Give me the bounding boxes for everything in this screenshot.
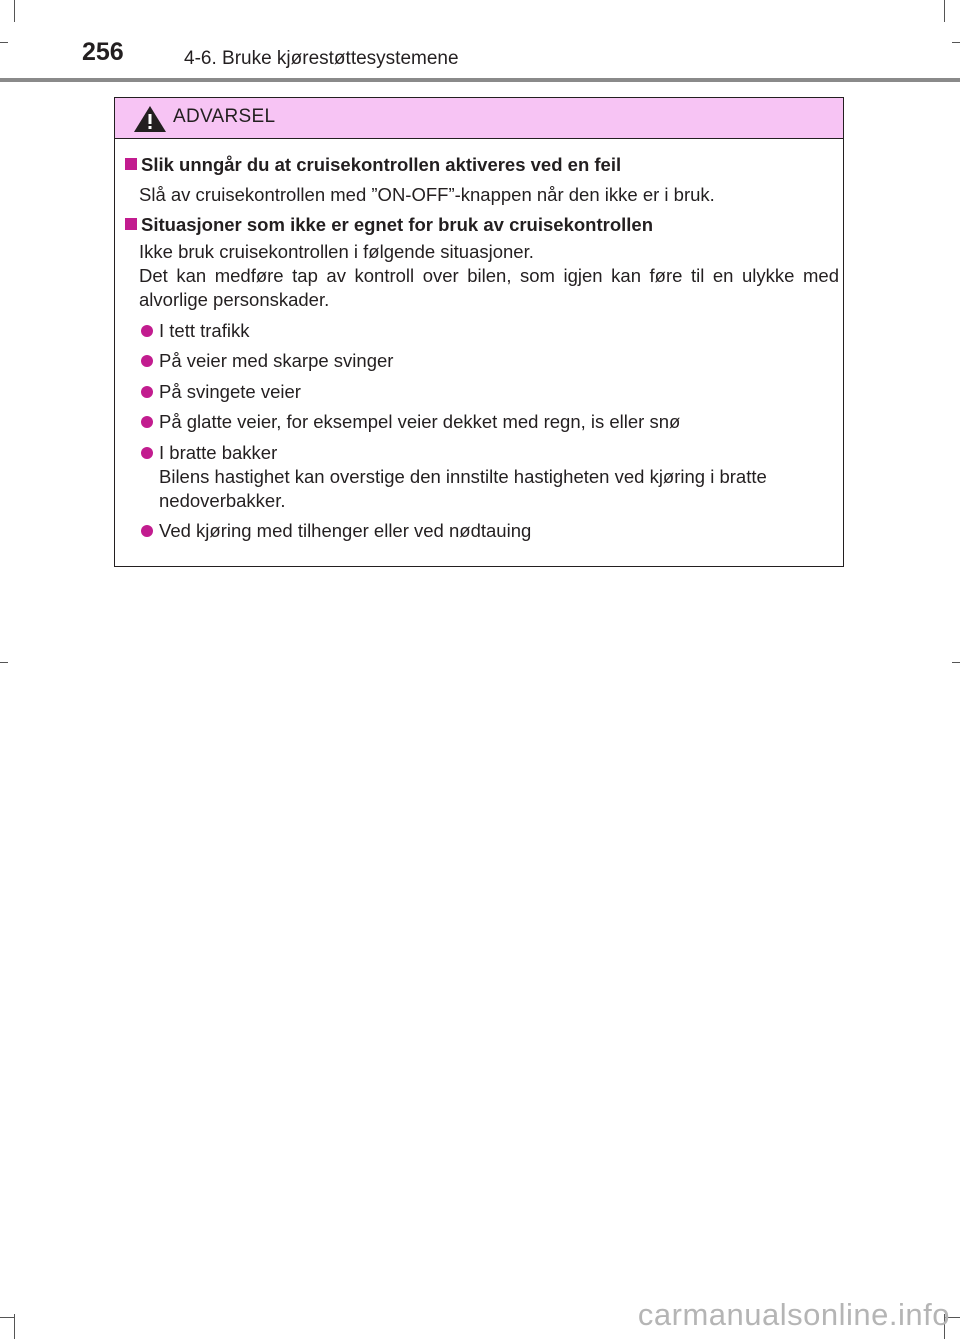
list-item-text: Ved kjøring med tilhenger eller ved nødtauing [159,520,532,541]
subheading [125,213,653,237]
list-item-text: På veier med skarpe svinger [159,350,394,371]
list-item-text: I tett trafikk [159,320,250,341]
section-title: 4-6. Bruke kjørestøttesystemene [184,48,459,69]
list-item [139,349,839,373]
list-item-text: I bratte bakker [159,442,278,463]
paragraph [139,183,839,207]
crop-mark [0,1317,14,1318]
round-bullet-icon [141,355,153,367]
list-item [139,441,839,513]
crop-mark [952,662,960,663]
page-number: 256 [82,38,124,66]
subheading-text: Slik unngår du at cruisekontrollen aktiveres ved en feil [141,154,622,175]
paragraph-line: Det kan medføre tap av kontroll over bilen, som igjen kan føre til en ulykke med alvorlige personskader. [139,265,839,310]
warning-header [115,98,843,139]
round-bullet-icon [141,525,153,537]
crop-mark [14,1314,15,1339]
page-header [0,0,960,82]
paragraph-line: Slå av cruisekontrollen med ”ON-OFF”-knappen når den ikke er i bruk. [139,184,715,205]
paragraph [139,240,839,312]
subheading [125,153,621,177]
round-bullet-icon [141,416,153,428]
list-item-text: På glatte veier, for eksempel veier dekket med regn, is eller snø [159,411,681,432]
round-bullet-icon [141,447,153,459]
paragraph-line: Ikke bruk cruisekontrollen i følgende situasjoner. [139,241,534,262]
list-item [139,319,839,343]
warning-title: ADVARSEL [173,106,276,127]
crop-mark [0,662,8,663]
square-bullet-icon [125,218,137,230]
round-bullet-icon [141,386,153,398]
list-item [139,380,839,404]
list-item-note: Bilens hastighet kan overstige den innstilte hastigheten ved kjøring i bratte nedoverbakker. [159,466,767,511]
subheading-text: Situasjoner som ikke er egnet for bruk av cruisekontrollen [141,214,653,235]
list-item-text: På svingete veier [159,381,301,402]
watermark: carmanualsonline.info [637,1297,950,1332]
square-bullet-icon [125,158,137,170]
list-item [139,410,839,434]
warning-triangle-icon [133,105,167,133]
header-rule [0,78,960,82]
warning-box [114,97,844,567]
list-item [139,519,839,543]
round-bullet-icon [141,325,153,337]
